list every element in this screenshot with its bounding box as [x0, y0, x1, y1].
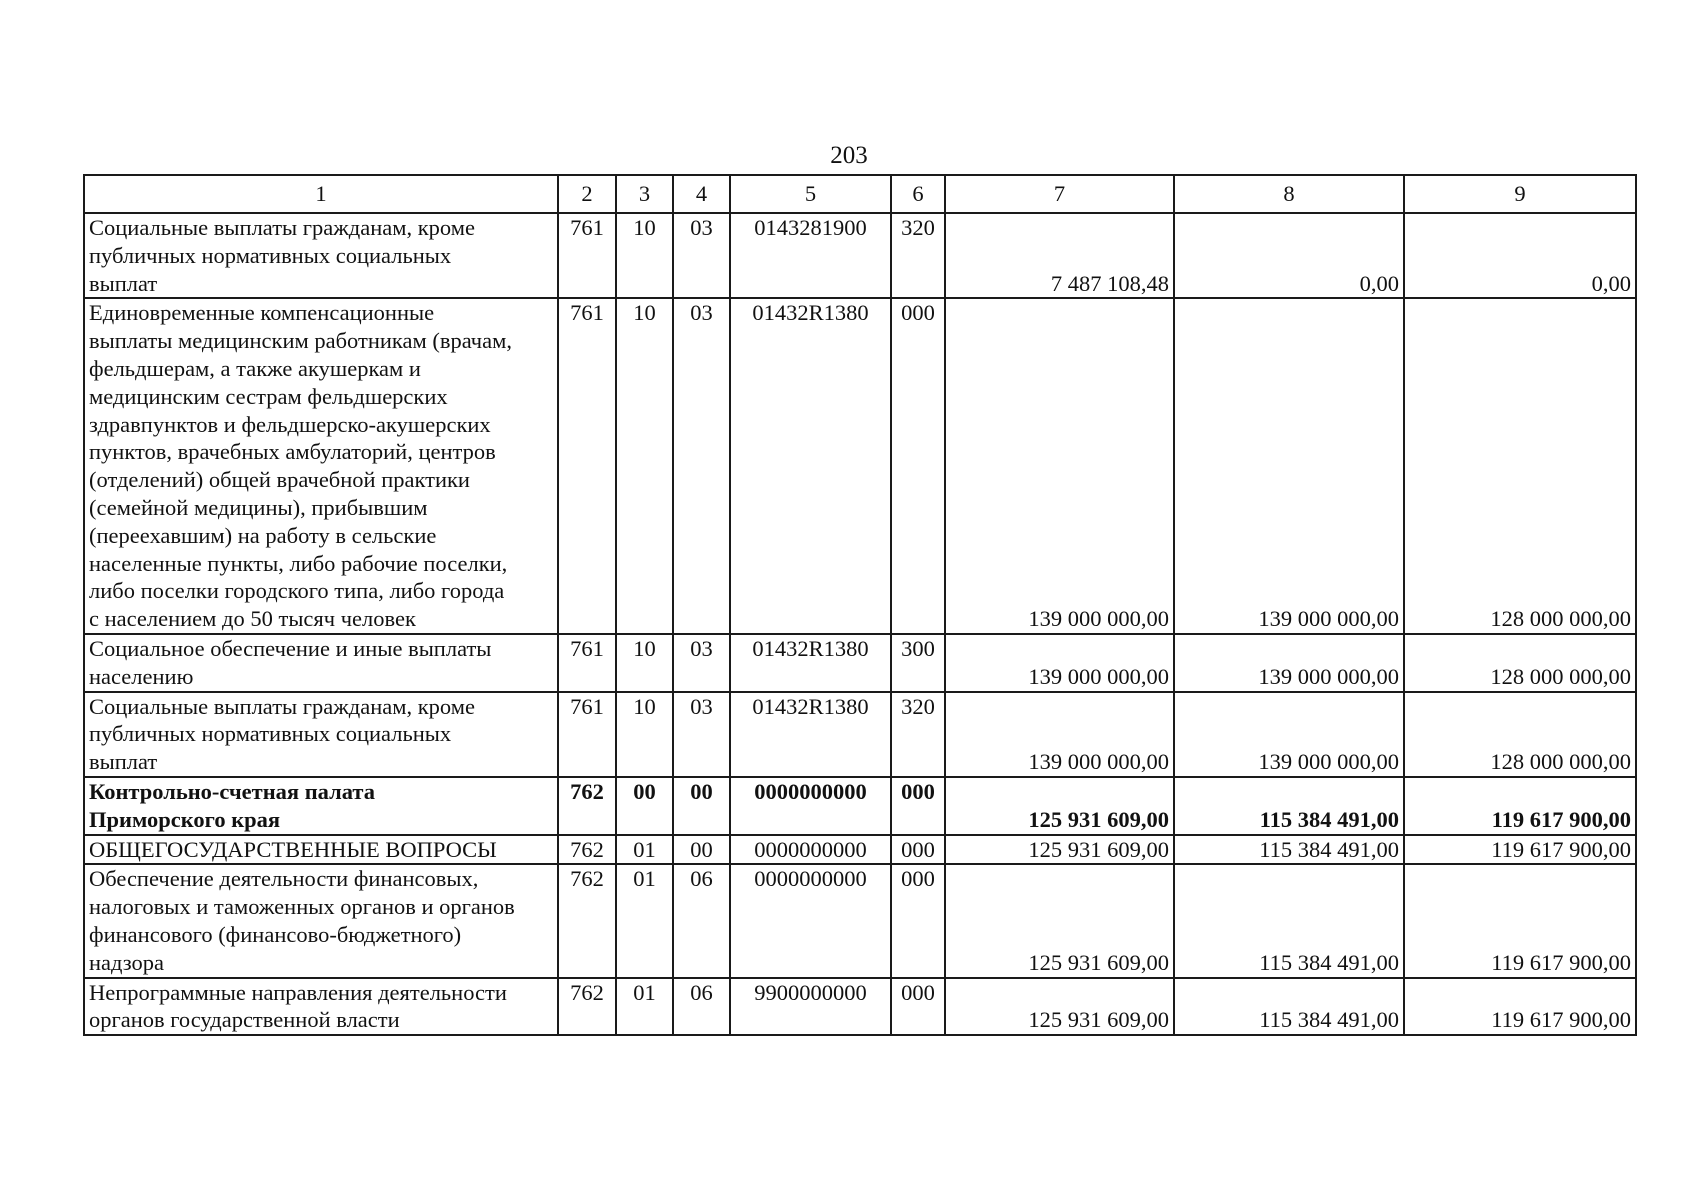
row-name-cell	[84, 978, 558, 1036]
section-code-cell: 10	[616, 298, 673, 634]
amount-year3-cell: 119 617 900,00	[1404, 864, 1636, 977]
expense-type-cell: 320	[891, 213, 945, 298]
subsection-code-cell: 06	[673, 864, 730, 977]
section-code-cell: 00	[616, 777, 673, 835]
table-row	[84, 978, 1636, 1036]
row-name-line: налоговых и таможенных органов и органов	[89, 894, 515, 920]
amount-year1-cell: 125 931 609,00	[945, 978, 1174, 1036]
amount-year3-cell: 119 617 900,00	[1404, 835, 1636, 865]
amount-year2-cell: 115 384 491,00	[1174, 978, 1404, 1036]
amount-year2-cell: 139 000 000,00	[1174, 634, 1404, 692]
row-name-line: (переехавшим) на работу в сельские	[89, 522, 437, 548]
row-name-line: Социальные выплаты гражданам, кроме	[89, 215, 475, 240]
amount-year1-cell: 139 000 000,00	[945, 298, 1174, 634]
row-name-cell	[84, 777, 558, 835]
ministry-code-cell: 761	[558, 634, 616, 692]
subsection-code-cell: 03	[673, 298, 730, 634]
row-name-line: (семейной медицины), прибывшим	[89, 494, 428, 520]
amount-year1-cell: 125 931 609,00	[945, 864, 1174, 977]
amount-year3-cell: 128 000 000,00	[1404, 634, 1636, 692]
row-name-line: либо поселки городского типа, либо города	[89, 578, 505, 604]
amount-year1-cell: 7 487 108,48	[945, 213, 1174, 298]
row-name-line: Социальное обеспечение и иные выплаты	[89, 635, 492, 661]
ministry-code-cell: 762	[558, 777, 616, 835]
subsection-code-cell: 03	[673, 213, 730, 298]
row-name-cell	[84, 213, 558, 298]
row-name-line: выплаты медицинским работникам (врачам,	[89, 328, 512, 354]
amount-year3-cell: 128 000 000,00	[1404, 298, 1636, 634]
subsection-code-cell: 00	[673, 777, 730, 835]
header-row	[84, 175, 1636, 213]
subsection-code-cell: 03	[673, 692, 730, 777]
target-article-cell: 0000000000	[730, 777, 891, 835]
header-cell: 3	[616, 175, 673, 213]
ministry-code-cell: 761	[558, 692, 616, 777]
row-name-line: здравпунктов и фельдшерско-акушерских	[89, 411, 491, 437]
amount-year1-cell: 125 931 609,00	[945, 835, 1174, 865]
row-name-line: пунктов, врачебных амбулаторий, центров	[89, 439, 496, 465]
table-row	[84, 864, 1636, 977]
table-row	[84, 835, 1636, 865]
amount-year2-cell: 115 384 491,00	[1174, 777, 1404, 835]
row-name-cell	[84, 692, 558, 777]
amount-year2-cell: 115 384 491,00	[1174, 835, 1404, 865]
row-name-line: Социальные выплаты гражданам, кроме	[89, 693, 475, 719]
header-cell: 7	[945, 175, 1174, 213]
target-article-cell: 0000000000	[730, 835, 891, 865]
row-name-line: населению	[89, 663, 194, 689]
table-row	[84, 692, 1636, 777]
row-name-cell	[84, 298, 558, 634]
row-name-cell	[84, 864, 558, 977]
target-article-cell: 0143281900	[730, 213, 891, 298]
row-name-line: Контрольно-счетная палата	[89, 778, 375, 804]
subsection-code-cell: 00	[673, 835, 730, 865]
expense-type-cell: 320	[891, 692, 945, 777]
row-name-line: населенные пункты, либо рабочие поселки,	[89, 550, 508, 576]
expense-type-cell: 000	[891, 298, 945, 634]
target-article-cell: 0000000000	[730, 864, 891, 977]
target-article-cell: 9900000000	[730, 978, 891, 1036]
ministry-code-cell: 762	[558, 864, 616, 977]
row-name-line: выплат	[89, 749, 158, 775]
subsection-code-cell: 06	[673, 978, 730, 1036]
row-name-line: выплат	[89, 270, 158, 296]
header-cell: 9	[1404, 175, 1636, 213]
row-name-line: фельдшерам, а также акушеркам и	[89, 355, 421, 381]
expense-type-cell: 300	[891, 634, 945, 692]
amount-year2-cell: 115 384 491,00	[1174, 864, 1404, 977]
amount-year2-cell: 139 000 000,00	[1174, 298, 1404, 634]
header-cell: 2	[558, 175, 616, 213]
row-name-line: публичных нормативных социальных	[89, 721, 452, 747]
header-cell: 4	[673, 175, 730, 213]
amount-year2-cell: 0,00	[1174, 213, 1404, 298]
row-name-line: органов государственной власти	[89, 1007, 400, 1033]
row-name-cell	[84, 634, 558, 692]
ministry-code-cell: 762	[558, 835, 616, 865]
expense-type-cell: 000	[891, 777, 945, 835]
amount-year1-cell: 139 000 000,00	[945, 692, 1174, 777]
budget-table	[83, 174, 1637, 1036]
header-cell: 5	[730, 175, 891, 213]
ministry-code-cell: 761	[558, 298, 616, 634]
row-name-line: финансового (финансово-бюджетного)	[89, 921, 462, 947]
row-name-line: Непрограммные направления деятельности	[89, 979, 507, 1005]
page-number: 203	[830, 142, 868, 169]
row-name-line: публичных нормативных социальных	[89, 242, 452, 268]
amount-year3-cell: 119 617 900,00	[1404, 777, 1636, 835]
section-code-cell: 10	[616, 634, 673, 692]
row-name-line: Обеспечение деятельности финансовых,	[89, 866, 479, 892]
row-name-cell	[84, 835, 558, 865]
section-code-cell: 01	[616, 864, 673, 977]
subsection-code-cell: 03	[673, 634, 730, 692]
ministry-code-cell: 761	[558, 213, 616, 298]
table-row	[84, 213, 1636, 298]
row-name-line: медицинским сестрам фельдшерских	[89, 383, 448, 409]
row-name-line: надзора	[89, 949, 164, 975]
row-name-line: с населением до 50 тысяч человек	[89, 606, 416, 632]
amount-year3-cell: 119 617 900,00	[1404, 978, 1636, 1036]
amount-year1-cell: 125 931 609,00	[945, 777, 1174, 835]
row-name-line: ОБЩЕГОСУДАРСТВЕННЫЕ ВОПРОСЫ	[89, 836, 497, 862]
expense-type-cell: 000	[891, 978, 945, 1036]
section-code-cell: 10	[616, 213, 673, 298]
row-name-line: Единовременные компенсационные	[89, 300, 435, 326]
amount-year2-cell: 139 000 000,00	[1174, 692, 1404, 777]
amount-year3-cell: 0,00	[1404, 213, 1636, 298]
expense-type-cell: 000	[891, 835, 945, 865]
table-body	[84, 175, 1636, 1035]
section-code-cell: 01	[616, 835, 673, 865]
table-row	[84, 634, 1636, 692]
expense-type-cell: 000	[891, 864, 945, 977]
header-cell: 6	[891, 175, 945, 213]
table-row	[84, 298, 1636, 634]
section-code-cell: 01	[616, 978, 673, 1036]
table-row	[84, 777, 1636, 835]
amount-year3-cell: 128 000 000,00	[1404, 692, 1636, 777]
section-code-cell: 10	[616, 692, 673, 777]
target-article-cell: 01432R1380	[730, 634, 891, 692]
header-cell: 8	[1174, 175, 1404, 213]
amount-year1-cell: 139 000 000,00	[945, 634, 1174, 692]
row-name-line: (отделений) общей врачебной практики	[89, 467, 470, 493]
target-article-cell: 01432R1380	[730, 692, 891, 777]
target-article-cell: 01432R1380	[730, 298, 891, 634]
header-cell: 1	[84, 175, 558, 213]
ministry-code-cell: 762	[558, 978, 616, 1036]
row-name-line: Приморского края	[89, 806, 281, 832]
